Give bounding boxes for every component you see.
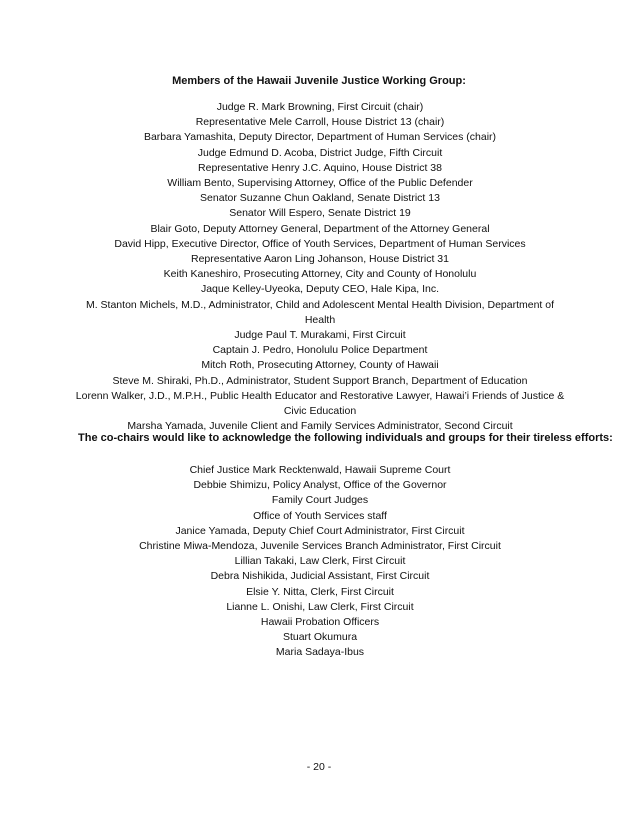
member-item: Representative Henry J.C. Aquino, House District 38 bbox=[198, 161, 442, 174]
member-item: Steve M. Shiraki, Ph.D., Administrator, Student Support Branch, Department of Education bbox=[112, 374, 528, 387]
member-item: Lorenn Walker, J.D., M.P.H., Public Health Educator and Restorative Lawyer, Hawai’i Friends of Justice & Civic Education bbox=[75, 389, 565, 418]
member-item: Mitch Roth, Prosecuting Attorney, County of Hawaii bbox=[201, 359, 439, 372]
member-item: Judge Paul T. Murakami, First Circuit bbox=[234, 329, 406, 342]
acknowledged-item: Family Court Judges bbox=[271, 494, 369, 507]
acknowledged-item: Lillian Takaki, Law Clerk, First Circuit bbox=[234, 555, 406, 568]
member-item: Barbara Yamashita, Deputy Director, Department of Human Services (chair) bbox=[143, 131, 497, 144]
acknowledged-item: Maria Sadaya-Ibus bbox=[275, 646, 365, 659]
acknowledged-item: Debbie Shimizu, Policy Analyst, Office of the Governor bbox=[193, 479, 447, 492]
acknowledged-item: Chief Justice Mark Recktenwald, Hawaii Supreme Court bbox=[189, 464, 451, 476]
members-heading: Members of the Hawaii Juvenile Justice Working Group: bbox=[172, 75, 466, 87]
member-item: Senator Suzanne Chun Oakland, Senate District 13 bbox=[200, 192, 440, 205]
acknowledgements-list bbox=[72, 463, 568, 661]
acknowledged-item: Elsie Y. Nitta, Clerk, First Circuit bbox=[246, 585, 394, 598]
acknowledgements-heading: The co-chairs would like to acknowledge the following individuals and groups for their tireless efforts: bbox=[78, 432, 613, 444]
member-item: M. Stanton Michels, M.D., Administrator, Child and Adolescent Mental Health Division, Department of Health bbox=[85, 298, 555, 326]
acknowledged-item: Stuart Okumura bbox=[282, 631, 358, 644]
acknowledged-item: Hawaii Probation Officers bbox=[260, 616, 380, 629]
member-item: David Hipp, Executive Director, Office of Youth Services, Department of Human Services bbox=[114, 237, 526, 250]
acknowledged-item: Christine Miwa-Mendoza, Juvenile Services Branch Administrator, First Circuit bbox=[139, 540, 501, 553]
member-item: Keith Kaneshiro, Prosecuting Attorney, City and County of Honolulu bbox=[163, 268, 477, 281]
page-number: - 20 - bbox=[306, 761, 332, 773]
member-item: Representative Aaron Ling Johanson, House District 31 bbox=[191, 253, 449, 266]
member-item: Judge R. Mark Browning, First Circuit (chair) bbox=[216, 101, 424, 113]
member-item: Captain J. Pedro, Honolulu Police Department bbox=[212, 344, 428, 357]
member-item: Jaque Kelley-Uyeoka, Deputy CEO, Hale Kipa, Inc. bbox=[200, 283, 440, 296]
member-item: William Bento, Supervising Attorney, Office of the Public Defender bbox=[167, 177, 473, 190]
member-item: Representative Mele Carroll, House District 13 (chair) bbox=[195, 116, 445, 129]
member-item: Senator Will Espero, Senate District 19 bbox=[229, 207, 411, 220]
acknowledged-item: Janice Yamada, Deputy Chief Court Administrator, First Circuit bbox=[175, 524, 465, 537]
member-item: Blair Goto, Deputy Attorney General, Department of the Attorney General bbox=[150, 222, 490, 235]
members-list bbox=[72, 100, 568, 434]
acknowledged-item: Lianne L. Onishi, Law Clerk, First Circuit bbox=[226, 600, 414, 613]
member-item: Marsha Yamada, Juvenile Client and Family Services Administrator, Second Circuit bbox=[127, 420, 513, 433]
acknowledged-item: Debra Nishikida, Judicial Assistant, First Circuit bbox=[210, 570, 430, 583]
acknowledged-item: Office of Youth Services staff bbox=[253, 509, 387, 522]
member-item: Judge Edmund D. Acoba, District Judge, Fifth Circuit bbox=[197, 146, 443, 159]
